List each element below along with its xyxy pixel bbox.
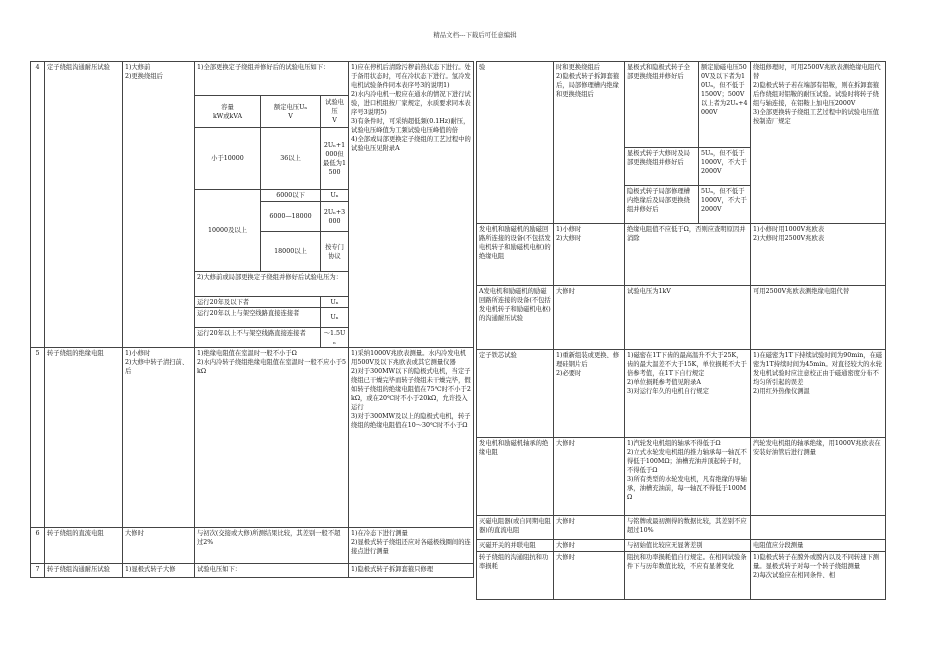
test-period: 1)显极式转子大修 (123, 564, 195, 578)
test-period: 大修时 (554, 438, 625, 516)
condition-cell: 隐极式转子局部修理槽内绝缘后及局部更换绕组并修好后 (625, 186, 699, 224)
test-item: 定子铁芯试验 (477, 350, 554, 438)
test-notes: 1)在冷态下进行测量 2)显极式转子绕组还应对各磁极线圈间的连接点进行测量 (349, 528, 474, 564)
years-voltage: ～1.5Uₙ (321, 328, 349, 348)
test-period: 时和更换绕组后 2)隐极式转子拆卸套箍后，局部修理槽内绝缘和更换绕组后 (554, 62, 625, 224)
test-item: 灭磁开关的并联电阻 (477, 540, 554, 552)
test-notes: 电阻值应分段测量 (751, 540, 886, 552)
col-test-voltage: 试验电压 V (321, 96, 349, 128)
page-header: 精品文档---下载后可任意编辑 (433, 31, 517, 39)
test-notes: 1)小修时用1000V兆欧表 2)大修时用2500V兆欧表 (751, 224, 886, 286)
test-requirement: 与初次(交接或大修)所测结果比较，其差别一般不超过2% (195, 528, 349, 564)
test-notes (751, 516, 886, 540)
col-rated-voltage: 额定电压Uₙ V (261, 96, 321, 128)
test-voltage-cell: 2Uₙ+3000 (321, 202, 349, 232)
test-period: 大修时 (554, 286, 625, 350)
voltage-cell: 36以上 (261, 128, 321, 190)
test-period: 1)重新组装或更换、修理硅钢片后 2)必要时 (554, 350, 625, 438)
test-item: 定子绕组沟通耐压试验 (45, 62, 123, 348)
right-table (476, 61, 886, 600)
left-table (30, 61, 474, 578)
test-requirement: 1)磁密在1T下齿的最高温升不大于25K，齿的最大温差不大于15K，单位损耗不大于倍参考值，在1T下自行规定 2)单位损耗参考值见附录A 3)对运行年久的电机自行规定 (625, 350, 751, 438)
requirement-intro: 1)全部更换定子绕组并修好后的试验电压如下： (195, 62, 349, 96)
test-period: 大修时 (554, 516, 625, 540)
years-voltage: Uₙ (321, 297, 349, 308)
test-notes: 1)在磁密为1T下持续试验时间为90min，在磁密为1T持续时间为45min。对直径较大的水轮发电机试验时应注意校正由于磁通密度分布不均匀所引起的误差 2)用红外热像仪测温 (751, 350, 886, 438)
row-number: 4 (31, 62, 45, 348)
voltage-cell: 5Uₙ，但不低于1000V，不大于2000V (699, 186, 751, 224)
voltage-cell: 额定励磁电压500V及以下者为10Uₙ，但不低于1500V；500V以上者为2Uₙ+4000V (699, 62, 751, 148)
test-notes: 绕组修理时，可用2500V兆欧表测绝缘电阻代替 2)隐极式转子若在端部有铝鞍，则在拆卸套箍后作绕组对铝鞍的耐压试验。试验时将转子绕组与轴连接，在铝鞍上加电压2000V 3)全部更换转子绕组工艺过程中的试验电压值按制造厂规定 (751, 62, 886, 224)
test-item: 转子绕组的直流电阻 (45, 528, 123, 564)
voltage-cell: 6000—18000 (261, 202, 321, 232)
test-period: 大修时 (123, 528, 195, 564)
row-number: 7 (31, 564, 45, 578)
test-notes: 1)应在停机后清除污秽前热状态下进行。处于备用状态时，可在冷状态下进行。氢冷发电机试验条件同本表序号3的说明1) 2)水内冷电机一般应在通水的情况下进行试验，进口机组按厂家规定，水质要求同本表序号3说明5) 3)有条件时，可采纳超低频(0.1Hz)耐压，试验电压峰值为工频试验电压峰值的倍 4)全部或局部更换定子绕组的工艺过程中的试验电压见附录A (349, 62, 474, 348)
capacity-cell: 小于10000 (195, 128, 261, 190)
capacity-cell: 10000及以上 (195, 190, 261, 272)
condition-cell: 显极式和隐极式转子全部更换绕组并修好后 (625, 62, 699, 148)
test-requirement: 1)绝缘电阻值在室温时一般不小于Ω 2)水内冷转子绕组绝缘电阻值在室温时一般不应小于5kΩ (195, 348, 349, 528)
voltage-cell: 5Uₙ，但不低于1000V，不大于2000V (699, 148, 751, 186)
test-item: A发电机和励磁机的励磁回路所连接的设备(不包括发电机转子和励磁机电枢)的沟通耐压试验 (477, 286, 554, 350)
test-notes: 可用2500V兆欧表测绝缘电阻代替 (751, 286, 886, 350)
test-notes: 1)隐极式转子在膛外或膛内以及不同转速下测量。显极式转子对每一个转子绕组测量 2)每次试验应在相同条件、相 (751, 552, 886, 600)
voltage-cell: 18000以上 (261, 232, 321, 272)
test-notes: 1)隐极式转子拆卸套箍只修理 (349, 564, 474, 578)
test-item: 发电机和励磁机的励磁回路所连接的设备(不包括发电机转子和励磁机电枢)的绝缘电阻 (477, 224, 554, 286)
test-voltage-cell: Uₙ (321, 190, 349, 202)
years-voltage: Uₙ (321, 308, 349, 328)
years-condition: 运行20年以上与架空线路直接连接者 (195, 308, 321, 328)
years-condition: 运行20年及以下者 (195, 297, 321, 308)
test-item: 转子绕组的沟通阻抗和功率损耗 (477, 552, 554, 600)
test-item: 转子绕组沟通耐压试验 (45, 564, 123, 578)
row-number: 6 (31, 528, 45, 564)
condition-cell: 显极式转子大修时及局部更换绕组并修好后 (625, 148, 699, 186)
test-voltage-cell: 2Uₙ+1000但最低为1500 (321, 128, 349, 190)
test-requirement: 1)汽轮发电机组的轴承不得低于Ω 2)立式水轮发电机组的推力轴承每一轴瓦不得低于100MΩ；油槽充油并顶起转子时，不得低于Ω 3)所有类型的水轮发电机，凡有绝缘的导轴承，油槽充油前，每一轴瓦不得低于100MΩ (625, 438, 751, 516)
test-item: 转子绕组的绝缘电阻 (45, 348, 123, 528)
test-period: 1)大修前 2)更换绕组后 (123, 62, 195, 348)
test-requirement: 绝缘电阻值不应低于Ω，否则应查明原因并消除 (625, 224, 751, 286)
test-item: 验 (477, 62, 554, 224)
row-number: 5 (31, 348, 45, 528)
test-period: 大修时 (554, 552, 625, 600)
partial-intro: 2)大修前或局部更换定子绕组并修好后试验电压为： (195, 272, 349, 297)
test-period: 1)小修时 2)大修时 (554, 224, 625, 286)
test-requirement: 与初始值比较应无显著差别 (625, 540, 751, 552)
test-requirement: 阻抗和功率损耗值自行规定。在相同试验条件下与历年数值比较，不应有显著变化 (625, 552, 751, 600)
test-requirement: 试验电压为1kV (625, 286, 751, 350)
test-period: 1)小修时 2)大修中转子清扫前、后 (123, 348, 195, 528)
voltage-cell: 6000以下 (261, 190, 321, 202)
col-capacity: 容量 kW或kVA (195, 96, 261, 128)
test-notes: 汽轮发电机组的轴承绝缘，用1000V兆欧表在安装好油管后进行测量 (751, 438, 886, 516)
test-item: 灭磁电阻器(或自同期电阻器)的直流电阻 (477, 516, 554, 540)
test-requirement: 试验电压如下： (195, 564, 349, 578)
years-condition: 运行20年以上不与架空线路直接连接者 (195, 328, 321, 348)
test-requirement: 与铭牌或最初测得的数据比较，其差别不应超过10% (625, 516, 751, 540)
test-notes: 1)采纳1000V兆欧表测量。水内冷发电机用500V及以下兆欧表或其它测量仪器 2)对于300MW以下的隐极式电机，当定子绕组已干燥完毕而转子绕组未干燥完毕，假如转子绕组的绝缘电阻值在75℃时不小于2kΩ，或在20℃时不小于20kΩ，允许投入运行 3)对于300MW及以上的隐极式电机，转子绕组的绝缘电阻值在10～30℃时不小于Ω (349, 348, 474, 528)
test-item: 发电机和励磁机轴承的绝缘电阻 (477, 438, 554, 516)
test-voltage-cell: 按专门协议 (321, 232, 349, 272)
test-period: 大修时 (554, 540, 625, 552)
